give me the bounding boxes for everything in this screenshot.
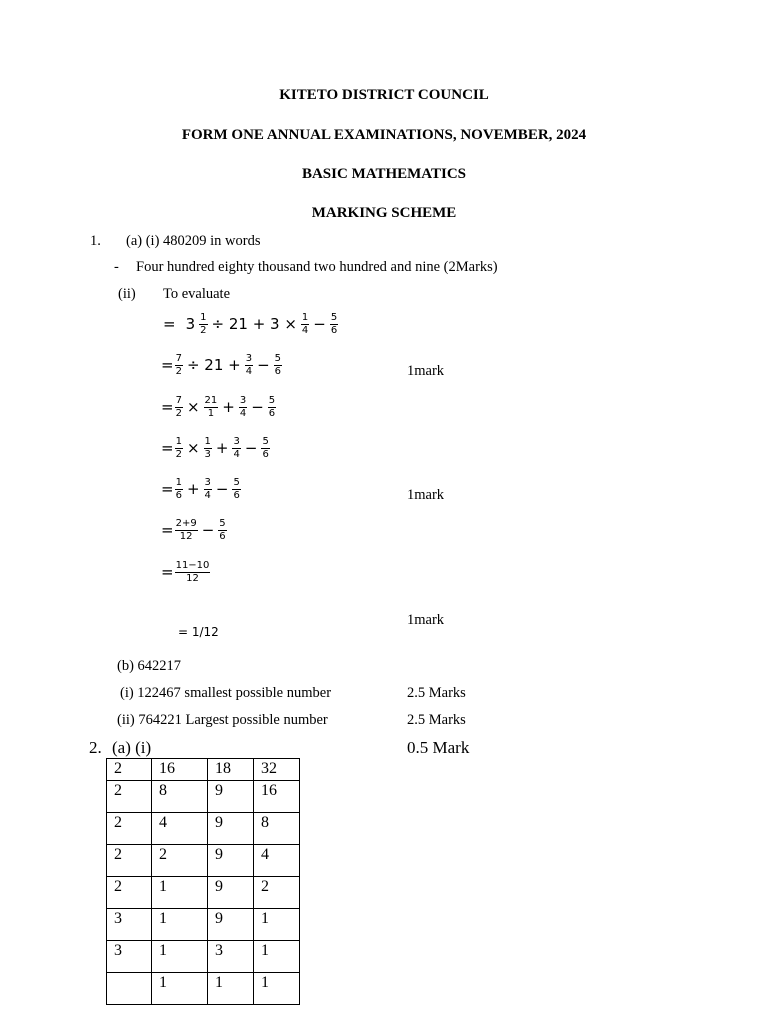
table-cell: 18 [208,759,254,781]
q1-b-i: (i) 122467 smallest possible number [120,685,332,701]
eq-sign: = [161,398,174,416]
q2-number: 2. [89,738,102,757]
table-row [107,759,300,781]
table-cell [107,973,152,1005]
table-cell: 1 [152,877,208,909]
fraction: $\frac{5}{6}$ [268,395,276,419]
table-cell: 9 [208,845,254,877]
table-cell: 9 [208,781,254,813]
table-row [107,877,300,909]
eq-line-1 [163,312,339,336]
mark-3: 1mark [407,612,445,628]
fraction: $\frac{5}{6}$ [233,477,240,501]
table-row [107,941,300,973]
q1-ii-text: To evaluate [163,286,231,302]
q1-b-ii-mark: 2.5 Marks [407,712,466,728]
scheme-title: MARKING SCHEME [311,205,457,221]
q1-b-ii: (ii) 764221 Largest possible number [117,712,328,728]
fraction: $\frac{21}{1}$ [204,395,218,419]
table-cell: 3 [208,941,254,973]
fraction: $\frac{7}{2}$ [175,353,182,377]
operator: + [215,439,229,457]
table-cell: 2 [107,877,152,909]
operator: + [222,398,235,416]
table-cell: 1 [254,909,300,941]
eq-line-6 [161,518,228,542]
table-cell: 2 [152,845,208,877]
eq-line-5 [161,477,242,501]
fraction: $\frac{5}{6}$ [274,353,282,377]
fraction: $\frac{5}{6}$ [330,312,338,336]
operator: ÷ 21 + [186,356,241,374]
ladder-body [107,759,300,1005]
fraction: $\frac{3}{4}$ [233,436,240,460]
eq-result: = 1/12 [178,625,219,639]
fraction: $\frac{1}{6}$ [175,477,182,501]
table-cell: 1 [152,973,208,1005]
eq-line-2 [161,353,283,377]
table-cell: 8 [152,781,208,813]
q1-words: Four hundred eighty thousand two hundred and nine (2Marks) [136,259,498,275]
table-row [107,813,300,845]
operator: + [186,480,200,498]
table-cell: 1 [254,973,300,1005]
table-cell: 2 [254,877,300,909]
fraction: $\frac{5}{6}$ [262,436,269,460]
q1-a-i: (a) (i) 480209 in words [126,233,261,249]
eq-line-3 [161,395,277,419]
eq-sign: = [161,480,174,498]
table-cell: 2 [107,813,152,845]
operator: − [251,398,264,416]
table-cell: 2 [107,845,152,877]
table-row [107,781,300,813]
table-cell: 1 [152,909,208,941]
table-cell: 1 [254,941,300,973]
operator: ÷ 21 + 3 × [211,315,297,333]
fraction: $\frac{3}{4}$ [239,395,247,419]
operator: − [257,356,270,374]
q1-dash: - [114,259,119,275]
q1-b: (b) 642217 [117,658,182,674]
fraction: $\frac{3}{4}$ [204,477,211,501]
eq-sign: = [163,315,176,333]
table-cell: 9 [208,813,254,845]
operator: − [313,315,326,333]
table-cell: 16 [152,759,208,781]
subject-title: BASIC MATHEMATICS [301,166,467,182]
table-cell: 1 [208,973,254,1005]
q2-a-i: (a) (i) [112,738,152,757]
exam-title: FORM ONE ANNUAL EXAMINATIONS, NOVEMBER, 2024 [181,127,587,143]
operator: − [244,439,258,457]
operator: × [186,398,200,416]
eq-sign: = [161,356,174,374]
table-cell: 4 [254,845,300,877]
table-cell: 3 [107,909,152,941]
table-row [107,973,300,1005]
eq-sign: = [161,439,174,457]
q1-b-i-mark: 2.5 Marks [407,685,466,701]
fraction: $\frac{1}{2}$ [200,312,207,336]
table-cell: 8 [254,813,300,845]
operator: × [186,439,200,457]
table-cell: 1 [152,941,208,973]
table-row [107,845,300,877]
q1-ii-label: (ii) [118,286,136,302]
eq-whole: 3 [185,315,196,333]
mark-1: 1mark [407,363,445,379]
operator: − [215,480,229,498]
eq-sign: = [161,563,174,581]
table-cell: 3 [107,941,152,973]
council-title: KITETO DISTRICT COUNCIL [279,87,489,103]
mark-2: 1mark [407,487,445,503]
table-row [107,909,300,941]
fraction: $\frac{2+9}{12}$ [175,518,197,542]
table-cell: 4 [152,813,208,845]
eq-line-7 [161,560,211,584]
table-cell: 9 [208,909,254,941]
table-cell: 32 [254,759,300,781]
fraction: $\frac{1}{2}$ [175,436,182,460]
fraction: $\frac{3}{4}$ [245,353,253,377]
table-cell: 9 [208,877,254,909]
eq-line-4 [161,436,271,460]
operator: − [201,521,215,539]
factor-ladder-table [106,758,300,1005]
fraction: $\frac{5}{6}$ [219,518,226,542]
table-cell: 2 [107,759,152,781]
q1-number: 1. [90,233,101,249]
q2-mark: 0.5 Mark [407,738,470,757]
table-cell: 2 [107,781,152,813]
fraction: $\frac{7}{2}$ [175,395,182,419]
fraction: $\frac{1}{3}$ [204,436,211,460]
table-cell: 16 [254,781,300,813]
fraction: $\frac{1}{4}$ [301,312,309,336]
eq-sign: = [161,521,174,539]
fraction: $\frac{11-10}{12}$ [175,560,210,584]
